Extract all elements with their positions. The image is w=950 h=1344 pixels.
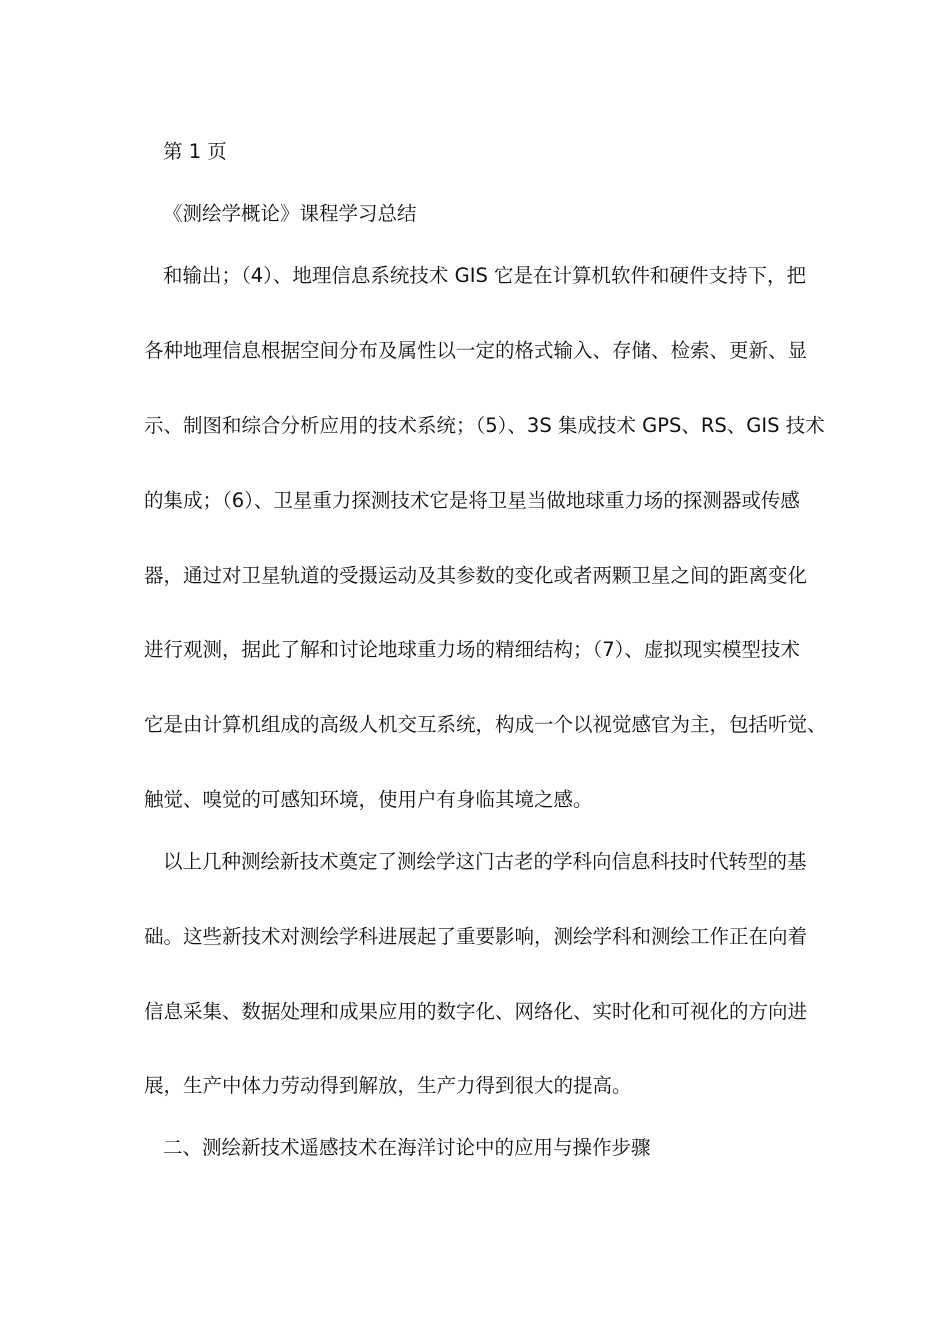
paragraph-line: 各种地理信息根据空间分布及属性以一定的格式输入、存储、检索、更新、显 bbox=[144, 339, 808, 362]
paragraph-line: 的集成；（6）、卫星重力探测技术它是将卫星当做地球重力场的探测器或传感 bbox=[144, 489, 800, 512]
paragraph-line: 和输出；（4）、地理信息系统技术 GIS 它是在计算机软件和硬件支持下，把 bbox=[163, 264, 807, 287]
section-heading: 二、测绘新技术遥感技术在海洋讨论中的应用与操作步骤 bbox=[163, 1136, 651, 1159]
document-title: 《测绘学概论》课程学习总结 bbox=[163, 202, 417, 225]
paragraph-line: 展，生产中体力劳动得到解放，生产力得到很大的提高。 bbox=[144, 1074, 632, 1097]
paragraph-line: 以上几种测绘新技术奠定了测绘学这门古老的学科向信息科技时代转型的基 bbox=[163, 850, 807, 873]
paragraph-line: 进行观测，据此了解和讨论地球重力场的精细结构；（7）、虚拟现实模型技术 bbox=[144, 638, 800, 661]
paragraph-line: 础。这些新技术对测绘学科进展起了重要影响，测绘学科和测绘工作正在向着 bbox=[144, 925, 808, 948]
paragraph-line: 器，通过对卫星轨道的受摄运动及其参数的变化或者两颗卫星之间的距离变化 bbox=[144, 564, 808, 587]
paragraph-line: 信息采集、数据处理和成果应用的数字化、网络化、实时化和可视化的方向进 bbox=[144, 1000, 808, 1023]
paragraph-line: 示、制图和综合分析应用的技术系统；（5）、3S 集成技术 GPS、RS、GIS 技术 bbox=[144, 414, 825, 437]
paragraph-line: 触觉、嗅觉的可感知环境，使用户有身临其境之感。 bbox=[144, 788, 593, 811]
paragraph-line: 它是由计算机组成的高级人机交互系统，构成一个以视觉感官为主，包括听觉、 bbox=[144, 713, 827, 736]
page-label: 第 1 页 bbox=[163, 140, 227, 163]
